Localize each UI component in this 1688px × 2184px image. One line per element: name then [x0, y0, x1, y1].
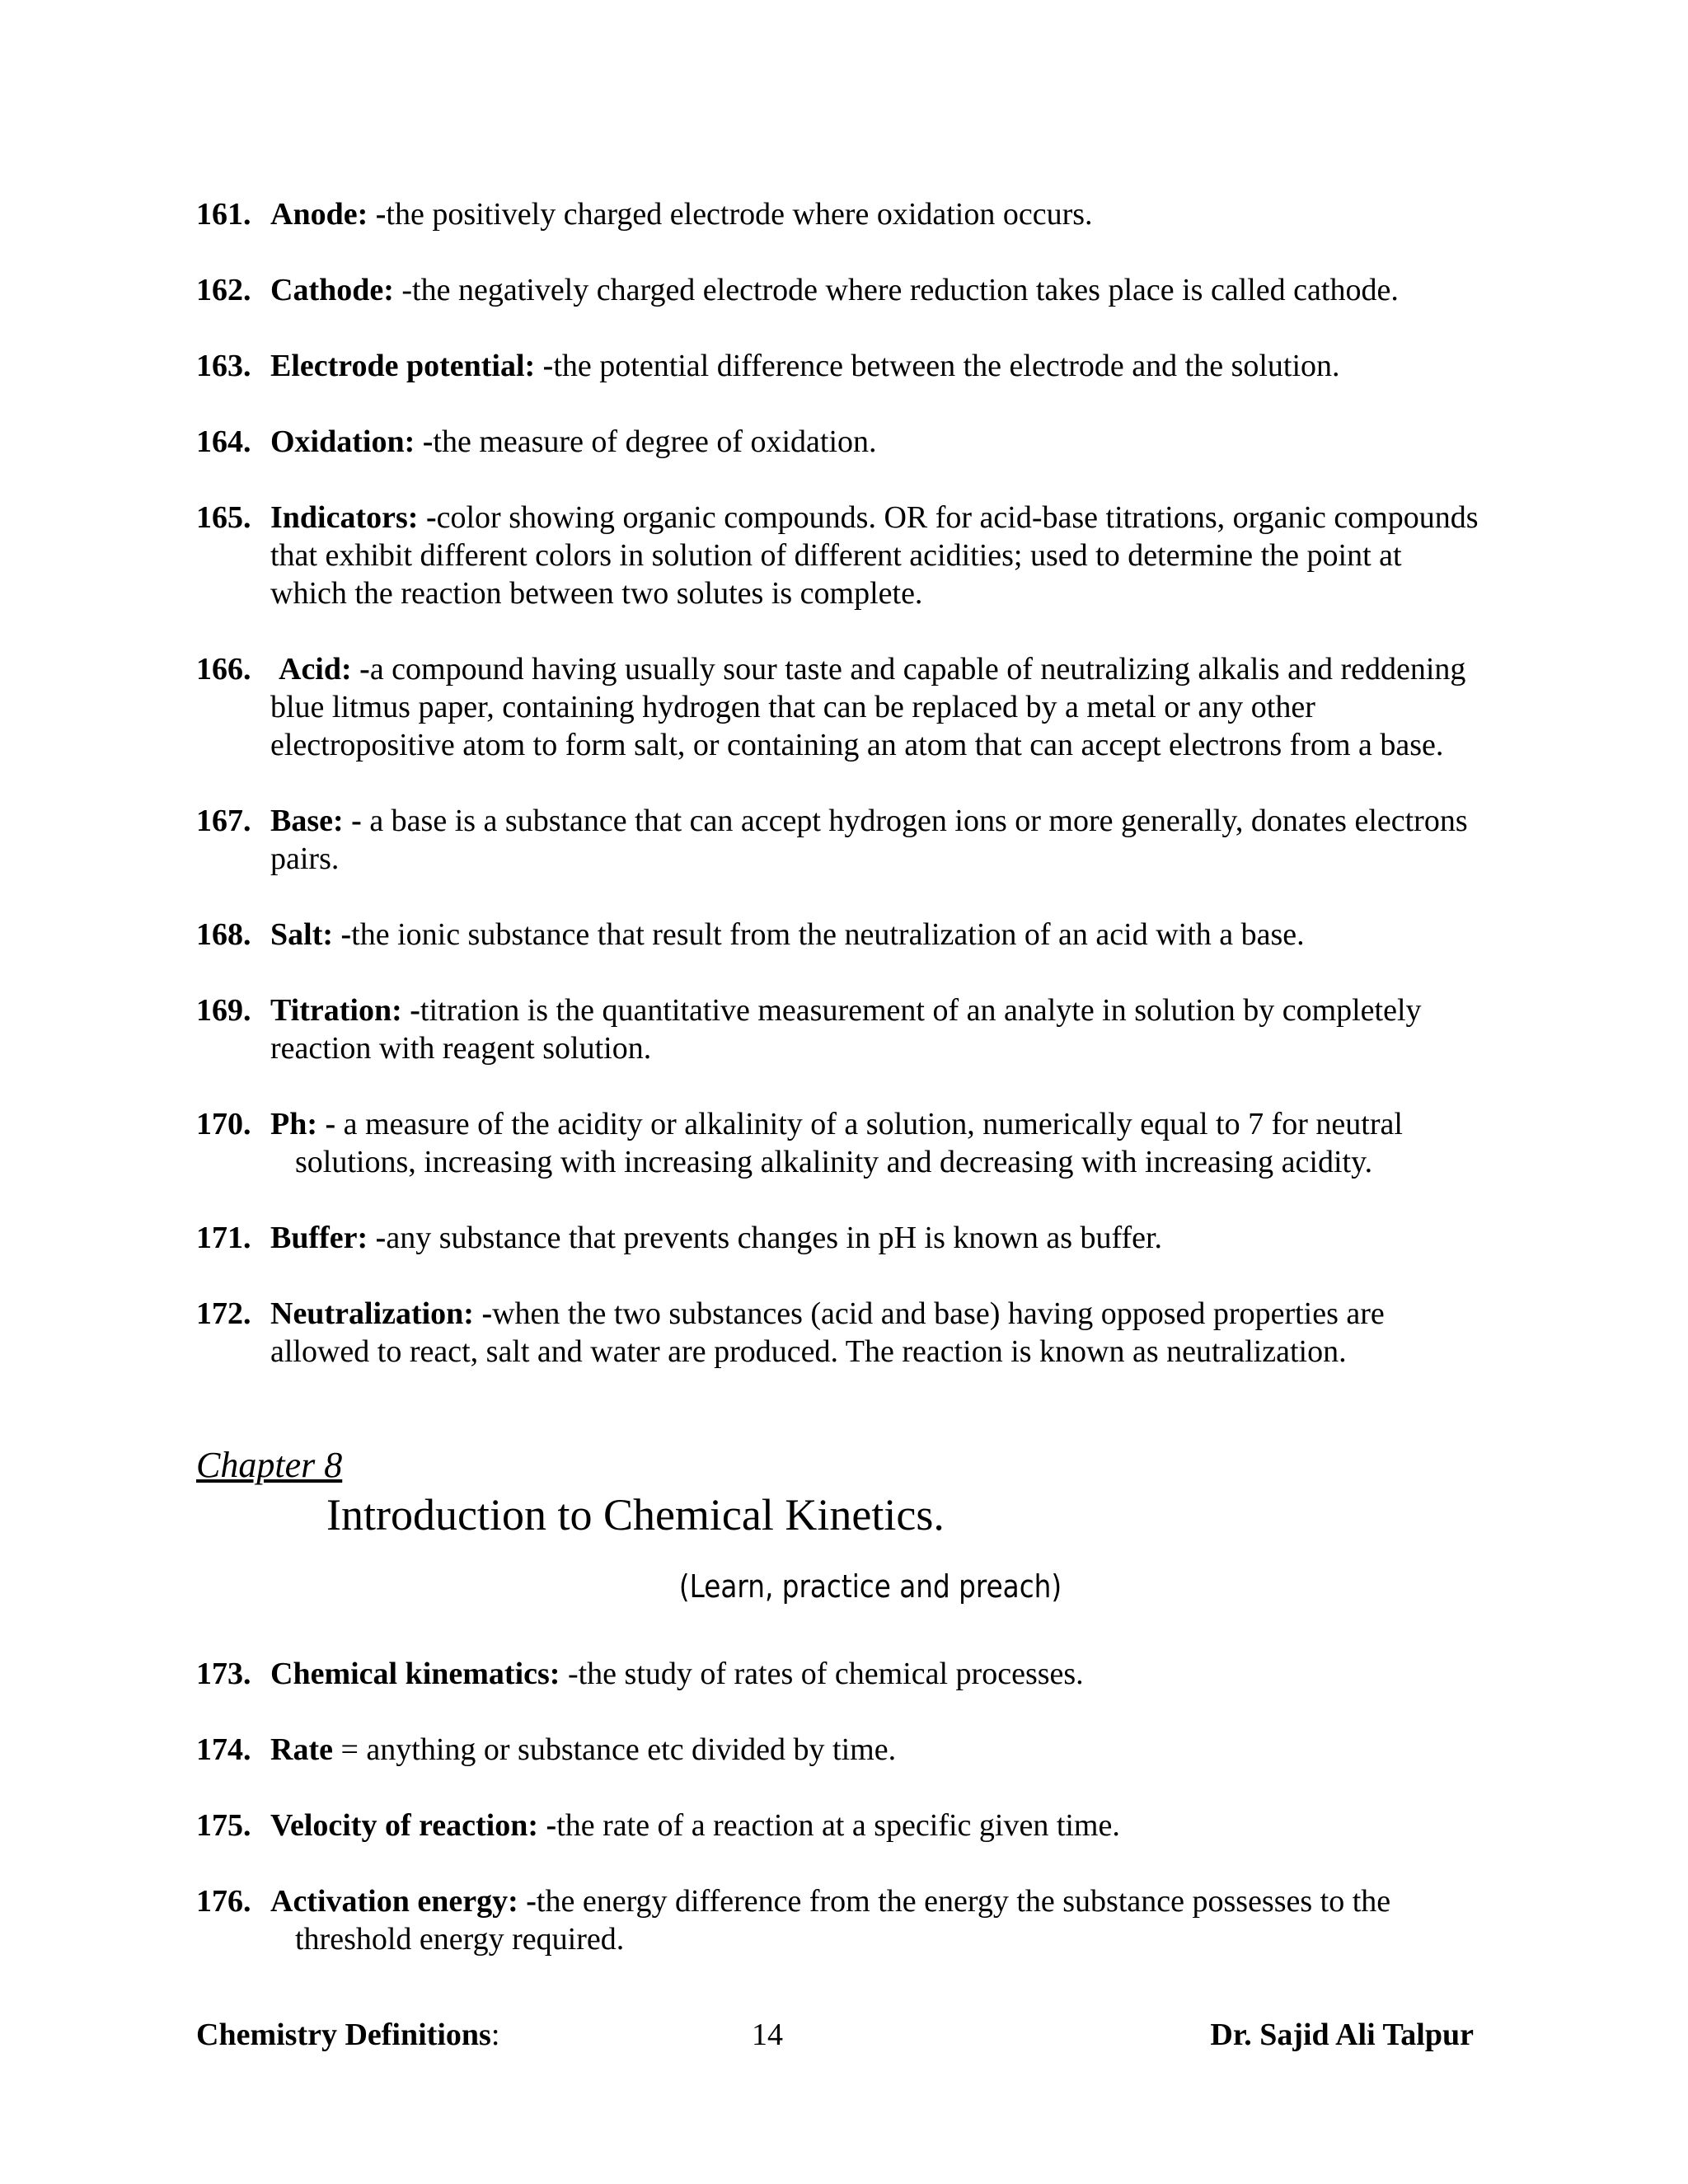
definition-term: Cathode:	[270, 273, 394, 307]
definition-text: -the negatively charged electrode where reduction takes place is called cathode.	[393, 273, 1399, 307]
footer-book-title-colon: :	[490, 2018, 500, 2052]
definition-number: 169.	[196, 993, 251, 1028]
definition-text: a base is a substance that can accept hydrogen ions or more generally, donates electrons pairs.	[270, 804, 1468, 876]
definition-number: 171.	[196, 1221, 251, 1255]
definition-text-continued: solutions, increasing with increasing alkalinity and decreasing with increasing acidity.	[295, 1145, 1373, 1179]
definition-term: Rate	[270, 1732, 333, 1767]
footer-book-title	[196, 2016, 499, 2054]
definition-167	[196, 802, 1482, 878]
definition-number: 162.	[196, 273, 251, 307]
definition-number: 161.	[196, 197, 251, 232]
definition-number: 172.	[196, 1296, 251, 1331]
definition-176	[196, 1882, 1482, 1958]
definition-text: the measure of degree of oxidation.	[433, 424, 877, 459]
definition-term: Velocity of reaction: -	[270, 1808, 557, 1843]
definition-text: a compound having usually sour taste and capable of neutralizing alkalis and reddening blue litmus paper, containing hydrogen that can be replaced by a metal or any other electropositive atom to form salt, or containing an atom that can accept electrons from a base.	[270, 652, 1466, 762]
page-footer	[196, 2016, 1474, 2054]
definition-text: = anything or substance etc divided by time.	[332, 1732, 897, 1767]
definition-number: 167.	[196, 804, 251, 838]
definition-163	[196, 347, 1482, 385]
definition-161	[196, 195, 1482, 233]
definition-173	[196, 1655, 1482, 1693]
chapter-tagline: (Learn, practice and preach)	[678, 1568, 1062, 1605]
definition-162	[196, 271, 1482, 309]
definition-text: the rate of a reaction at a specific given time.	[556, 1808, 1120, 1843]
definition-text: when the two substances (acid and base) having opposed properties are allowed to react, salt and water are produced. The reaction is known as neutralization.	[270, 1296, 1385, 1369]
chapter-heading	[196, 1444, 1482, 1605]
definition-number: 166.	[196, 652, 251, 687]
definition-165	[196, 499, 1482, 612]
footer-book-title-text: Chemistry Definitions	[196, 2018, 491, 2052]
definition-number: 174.	[196, 1732, 251, 1767]
definition-term: Buffer: -	[270, 1221, 387, 1255]
footer-author: Dr. Sajid Ali Talpur	[1210, 2018, 1474, 2052]
definition-text: a measure of the acidity or alkalinity of a solution, numerically equal to 7 for neutral	[335, 1107, 1403, 1141]
definition-169	[196, 991, 1482, 1067]
definition-166	[196, 650, 1482, 764]
definition-number: 164.	[196, 424, 251, 459]
definition-number: 173.	[196, 1657, 251, 1691]
definition-text: -the study of rates of chemical processes.	[560, 1657, 1084, 1691]
definition-term: Acid: -	[279, 652, 370, 687]
chapter-title: Introduction to Chemical Kinetics.	[326, 1490, 945, 1540]
definition-term: Activation energy: -	[270, 1884, 537, 1919]
definition-term: Electrode potential: -	[270, 349, 554, 383]
definition-text: the ionic substance that result from the neutralization of an acid with a base.	[351, 917, 1305, 952]
definition-number: 175.	[196, 1808, 251, 1843]
definition-text: the positively charged electrode where oxidation occurs.	[386, 197, 1093, 232]
definition-number: 176.	[196, 1884, 251, 1919]
definition-164	[196, 423, 1482, 461]
definition-175	[196, 1807, 1482, 1844]
definition-number: 165.	[196, 500, 251, 535]
definition-term: Titration: -	[270, 993, 420, 1028]
definition-text: the energy difference from the energy the substance possesses to the	[536, 1884, 1391, 1919]
chapter-label: Chapter 8	[196, 1445, 343, 1485]
definition-term: Ph: -	[270, 1107, 336, 1141]
definition-text: any substance that prevents changes in pH is known as buffer.	[386, 1221, 1163, 1255]
definition-168	[196, 916, 1482, 954]
definition-term: Neutralization: -	[270, 1296, 493, 1331]
definition-text-continued: threshold energy required.	[295, 1922, 625, 1957]
definition-term: Anode: -	[270, 197, 387, 232]
definition-174	[196, 1731, 1482, 1769]
definition-number: 163.	[196, 349, 251, 383]
definitions-list-chapter-8	[196, 1655, 1482, 1996]
page-number: 14	[752, 2018, 783, 2052]
definition-number: 170.	[196, 1107, 251, 1141]
definition-term: Chemical kinematics:	[270, 1657, 560, 1691]
definition-term: Indicators: -	[270, 500, 437, 535]
definition-term: Salt: -	[270, 917, 352, 952]
definition-number: 168.	[196, 917, 251, 952]
definition-text: the potential difference between the electrode and the solution.	[553, 349, 1340, 383]
definition-text: titration is the quantitative measurement of an analyte in solution by completely reaction with reagent solution.	[270, 993, 1422, 1066]
definition-171	[196, 1219, 1482, 1257]
definition-term: Oxidation: -	[270, 424, 434, 459]
definition-text: color showing organic compounds. OR for acid-base titrations, organic compounds that exhibit different colors in solution of different acidities; used to determine the point at which the reaction between two solutes is complete.	[270, 500, 1479, 611]
definition-170	[196, 1105, 1482, 1181]
definitions-list	[196, 195, 1482, 1408]
definition-term: Base: -	[270, 804, 362, 838]
definition-172	[196, 1295, 1482, 1371]
